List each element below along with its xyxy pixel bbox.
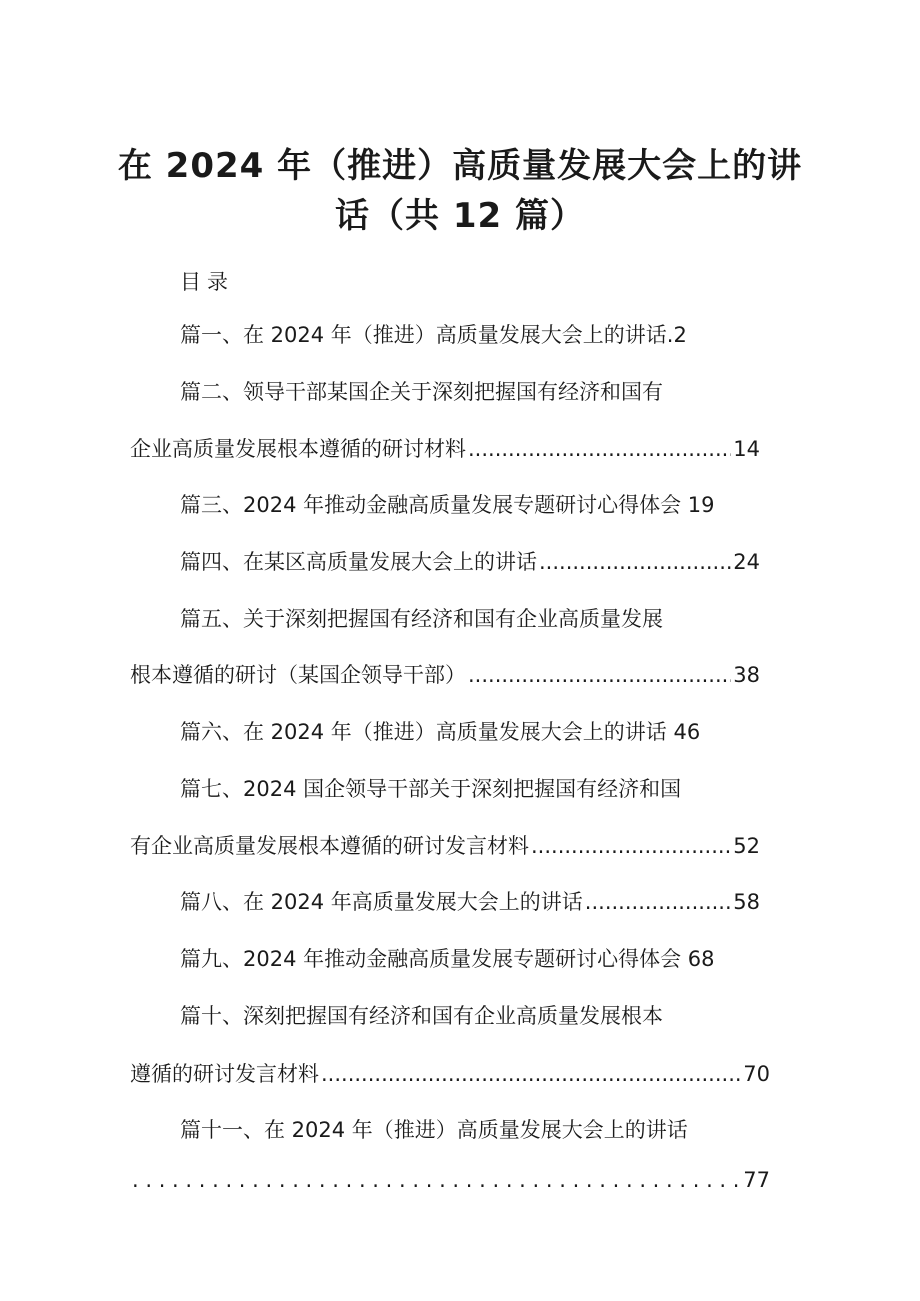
toc-entry-2-line-2[interactable] (130, 434, 760, 464)
toc-entry-11-page: 77 (743, 1168, 770, 1192)
toc-entry-5-page: 38 (733, 663, 760, 687)
toc-entry-7-page: 52 (733, 834, 760, 858)
toc-entry-5-line-1[interactable]: 篇五、关于深刻把握国有经济和国有企业高质量发展 (180, 607, 663, 631)
toc-entry-10-text: 遵循的研讨发言材料 (130, 1062, 319, 1086)
toc-entry-4-text: 篇四、在某区高质量发展大会上的讲话 (180, 550, 537, 574)
document-title-line-2: 话（共 12 篇） (335, 196, 585, 236)
toc-entry-8-text: 篇八、在 2024 年高质量发展大会上的讲话 (180, 890, 583, 914)
toc-entry-11-line-2[interactable] (130, 1165, 770, 1195)
toc-entry-10-line-1[interactable]: 篇十、深刻把握国有经济和国有企业高质量发展根本 (180, 1004, 663, 1028)
toc-entry-3[interactable]: 篇三、2024 年推动金融高质量发展专题研讨心得体会 19 (180, 493, 715, 517)
toc-entry-10-page: 70 (743, 1062, 770, 1086)
dot-leader (468, 660, 731, 690)
toc-entry-8-page: 58 (733, 890, 760, 914)
toc-entry-1[interactable]: 篇一、在 2024 年（推进）高质量发展大会上的讲话.2 (180, 323, 687, 347)
toc-entry-10-line-2[interactable] (130, 1059, 770, 1089)
toc-entry-5-text: 根本遵循的研讨（某国企领导干部） (130, 663, 466, 687)
toc-heading: 目录 (180, 270, 234, 294)
toc-entry-4[interactable] (180, 547, 760, 577)
toc-entry-8[interactable] (180, 887, 760, 917)
toc-entry-2-line-1[interactable]: 篇二、领导干部某国企关于深刻把握国有经济和国有 (180, 380, 663, 404)
toc-entry-7-line-1[interactable]: 篇七、2024 国企领导干部关于深刻把握国有经济和国 (180, 777, 682, 801)
toc-entry-7-text: 有企业高质量发展根本遵循的研讨发言材料 (130, 834, 529, 858)
toc-entry-2-page: 14 (733, 437, 760, 461)
toc-entry-4-page: 24 (733, 550, 760, 574)
toc-entry-9[interactable]: 篇九、2024 年推动金融高质量发展专题研讨心得体会 68 (180, 947, 715, 971)
dot-leader (468, 434, 731, 464)
toc-entry-5-line-2[interactable] (130, 660, 760, 690)
toc-entry-11-line-1[interactable]: 篇十一、在 2024 年（推进）高质量发展大会上的讲话 (180, 1118, 688, 1142)
dot-leader (132, 1165, 741, 1195)
dot-leader (531, 831, 731, 861)
toc-entry-2-text: 企业高质量发展根本遵循的研讨材料 (130, 437, 466, 461)
document-title-line-1: 在 2024 年（推进）高质量发展大会上的讲 (117, 146, 803, 186)
toc-entry-7-line-2[interactable] (130, 831, 760, 861)
dot-leader (321, 1059, 741, 1089)
dot-leader (585, 887, 731, 917)
toc-entry-6[interactable]: 篇六、在 2024 年（推进）高质量发展大会上的讲话 46 (180, 720, 701, 744)
dot-leader (539, 547, 731, 577)
